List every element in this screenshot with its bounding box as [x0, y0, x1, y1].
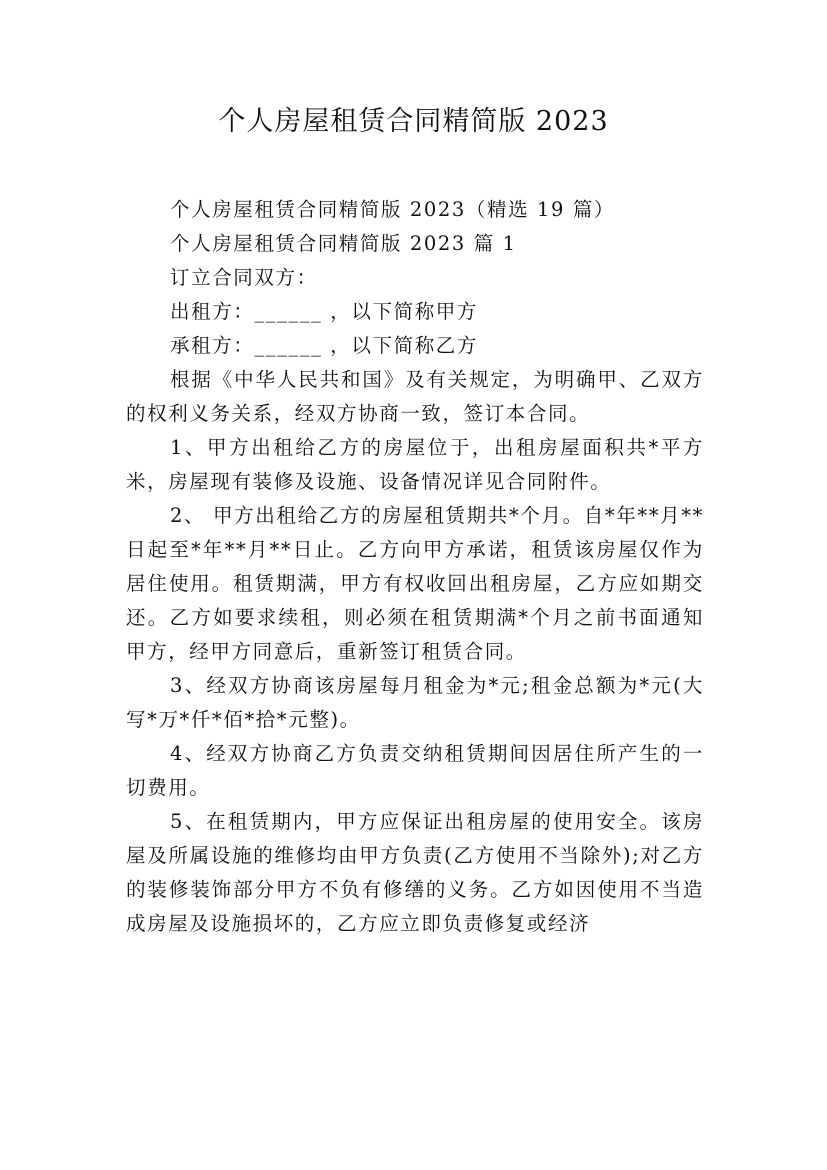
paragraph-parties-heading: 订立合同双方：	[170, 266, 318, 289]
paragraph-lessor: 出租方：______ ，以下简称甲方	[170, 300, 478, 323]
paragraph-clause-2: 2、 甲方出租给乙方的房屋租赁期共*个月。自*年**月**日起至*年**月**日止。乙方向甲方承诺，租赁该房屋仅作为居住使用。租赁期满，甲方有权收回出租房屋，乙方应如期交还。乙方如要求续租，则必须在租赁期满*个月之前书面通知甲方，经甲方同意后，重新签订租赁合同。	[126, 504, 704, 663]
document-body	[126, 193, 704, 941]
paragraph-section-heading: 个人房屋租赁合同精简版 2023 篇 1	[170, 232, 517, 255]
paragraph-clause-3: 3、经双方协商该房屋每月租金为*元;租金总额为*元(大写*万*仟*佰*拾*元整)。	[126, 674, 704, 731]
paragraph-preamble: 根据《中华人民共和国》及有关规定，为明确甲、乙双方的权利义务关系，经双方协商一致，签订本合同。	[126, 368, 704, 425]
paragraph-clause-4: 4、经双方协商乙方负责交纳租赁期间因居住所产生的一切费用。	[126, 742, 704, 799]
document-title: 个人房屋租赁合同精简版 2023	[218, 106, 609, 137]
paragraph-lessee: 承租方：______ ，以下简称乙方	[170, 334, 478, 357]
paragraph-clause-1: 1、甲方出租给乙方的房屋位于，出租房屋面积共*平方米，房屋现有装修及设施、设备情况详见合同附件。	[126, 436, 704, 493]
paragraph-intro: 个人房屋租赁合同精简版 2023（精选 19 篇）	[170, 198, 616, 221]
paragraph-clause-5: 5、在租赁期内，甲方应保证出租房屋的使用安全。该房屋及所属设施的维修均由甲方负责(乙方使用不当除外);对乙方的装修装饰部分甲方不负有修缮的义务。乙方如因使用不当造成房屋及设施损坏的，乙方应立即负责修复或经济	[126, 810, 704, 935]
